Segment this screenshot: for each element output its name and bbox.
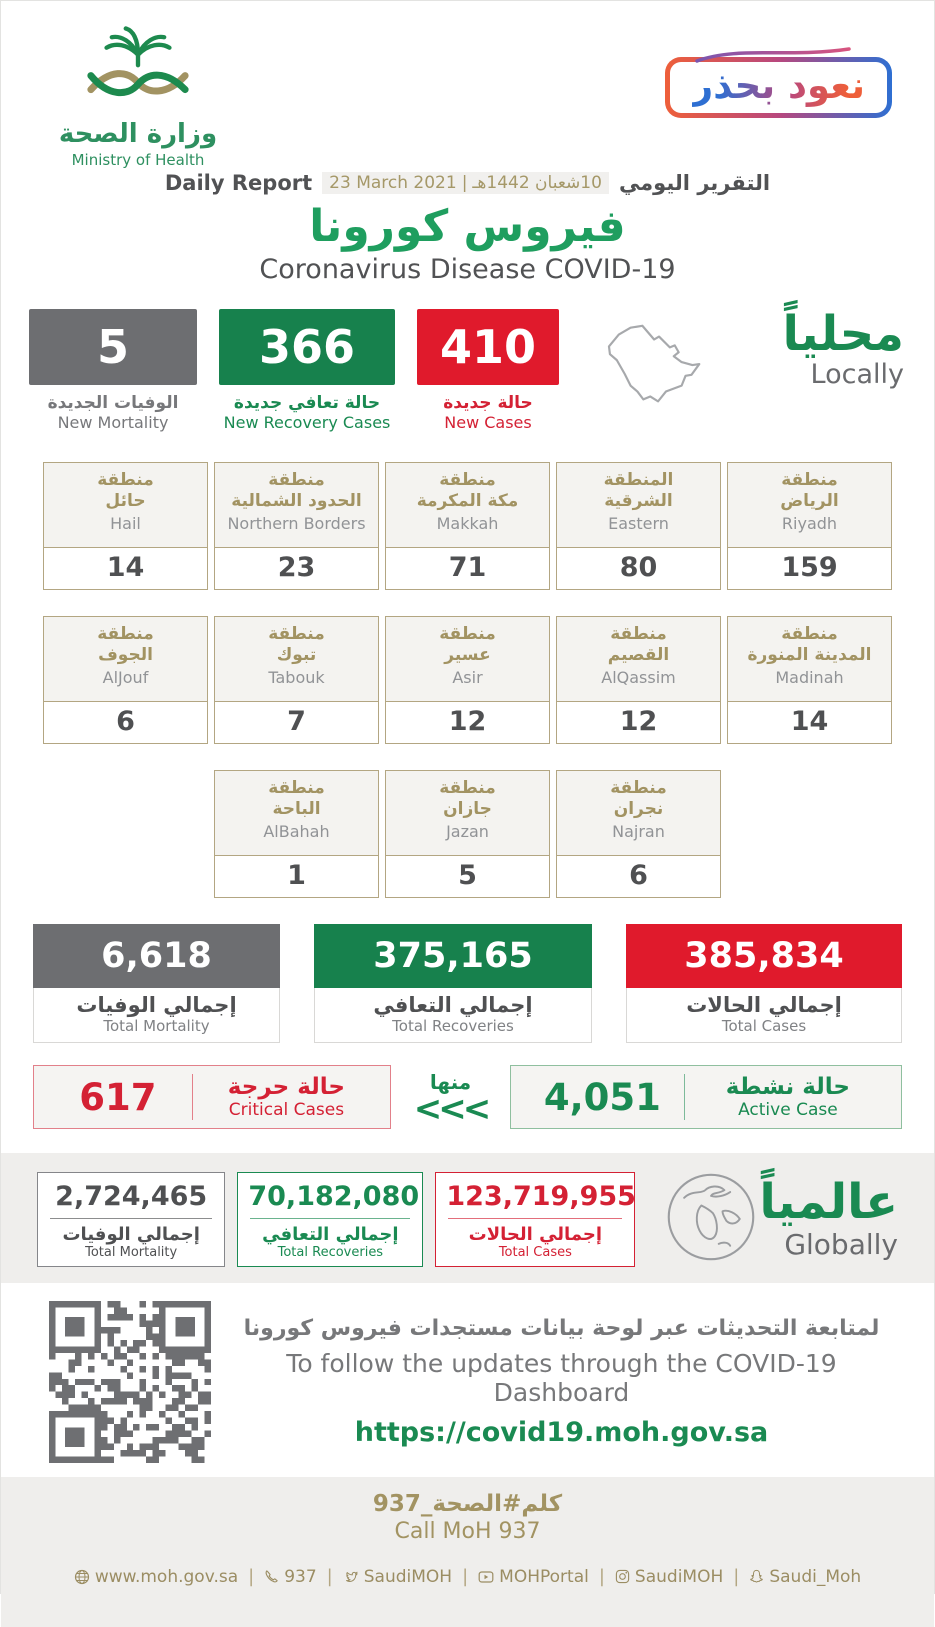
global-cases-label-ar: إجمالي الحالات	[468, 1223, 603, 1245]
global-cases-label-en: Total Cases	[498, 1244, 572, 1260]
divider	[448, 1218, 622, 1219]
footer-item-label: Saudi_Moh	[769, 1566, 862, 1587]
region-card-albahah	[214, 770, 379, 898]
new-cases-stat	[417, 309, 559, 432]
global-recoveries-value: 70,182,080	[248, 1180, 420, 1212]
locally-label-en: Locally	[810, 359, 904, 391]
chevron-left-icon: <<<	[413, 1088, 488, 1129]
new-recovery-label-en: New Recovery Cases	[223, 413, 391, 432]
region-en: Northern Borders	[227, 513, 366, 533]
region-ar2: الرياض	[780, 491, 839, 512]
region-en: Najran	[612, 821, 665, 841]
region-en: AlQassim	[601, 667, 676, 687]
dashboard-url-link[interactable]: https://covid19.moh.gov.sa	[354, 1417, 769, 1448]
region-value: 7	[215, 701, 378, 743]
global-mortality-box	[37, 1172, 225, 1267]
global-mortality-label-en: Total Mortality	[85, 1244, 178, 1260]
region-ar1: منطقة	[439, 470, 496, 490]
report-date	[322, 172, 609, 194]
daily-report-label-ar: التقرير اليومي	[618, 171, 771, 195]
globally-label	[759, 1174, 904, 1261]
footer-item-youtube[interactable]	[478, 1567, 589, 1587]
global-cases-value: 123,719,955	[446, 1180, 636, 1212]
divider	[192, 1074, 193, 1120]
locally-label	[737, 306, 912, 391]
total-cases-label-en: Total Cases	[721, 1017, 807, 1035]
region-card-northern-borders	[214, 462, 379, 590]
total-recoveries-label-en: Total Recoveries	[392, 1017, 514, 1035]
footer-item-phone[interactable]	[264, 1567, 316, 1587]
region-ar1: منطقة	[781, 470, 838, 490]
global-mortality-label-ar: إجمالي الوفيات	[62, 1223, 200, 1245]
of-which-label: منها	[429, 1069, 472, 1094]
date-hijri: 10شعبان 1442هـ	[472, 173, 602, 193]
regions-grid	[1, 462, 934, 898]
total-recoveries-card	[314, 924, 592, 1043]
footer-item-website[interactable]	[74, 1567, 238, 1587]
page-title-arabic: فيروس كورونا	[309, 201, 626, 252]
region-en: AlBahah	[263, 821, 330, 841]
region-card-jazan	[385, 770, 550, 898]
critical-cases-label-en: Critical Cases	[228, 1100, 345, 1120]
total-cases-card	[626, 924, 902, 1043]
region-en: Hail	[110, 513, 141, 533]
region-value: 6	[557, 855, 720, 897]
moh-logo-icon	[74, 25, 202, 121]
total-mortality-label-ar: إجمالي الوفيات	[76, 993, 237, 1017]
total-mortality-card	[33, 924, 280, 1043]
region-ar2: القصيم	[607, 645, 670, 666]
total-cases-value: 385,834	[626, 924, 902, 988]
global-mortality-value: 2,724,465	[55, 1180, 208, 1212]
region-ar2: جازان	[443, 799, 492, 820]
moh-logo	[53, 25, 223, 169]
footer-item-label: SaudiMOH	[634, 1566, 724, 1587]
region-card-aljouf	[43, 616, 208, 744]
region-value: 12	[386, 701, 549, 743]
critical-cases-box	[33, 1065, 391, 1129]
divider	[50, 1218, 212, 1219]
globally-section	[1, 1153, 934, 1283]
footer-separator: |	[248, 1566, 255, 1587]
return-with-caution-badge	[665, 57, 892, 118]
badge-label: نعود بحذر	[691, 64, 865, 107]
daily-report-page	[1, 1, 934, 1593]
call-band	[1, 1477, 934, 1627]
region-ar1: منطقة	[268, 624, 325, 644]
region-en: AlJouf	[102, 667, 149, 687]
critical-cases-value: 617	[79, 1075, 157, 1119]
region-card-najran	[556, 770, 721, 898]
region-ar1: المنطقة	[603, 470, 674, 490]
region-ar1: منطقة	[97, 470, 154, 490]
globally-label-ar: عالمياً	[759, 1174, 898, 1231]
total-mortality-label-en: Total Mortality	[103, 1017, 210, 1035]
locally-section	[1, 306, 934, 432]
locally-label-ar: محلياً	[782, 306, 904, 362]
youtube-icon	[478, 1570, 494, 1584]
footer-separator: |	[462, 1566, 469, 1587]
new-mortality-value: 5	[29, 309, 197, 385]
region-value: 14	[728, 701, 891, 743]
footer-item-label: www.moh.gov.sa	[94, 1566, 239, 1587]
saudi-map-icon	[595, 313, 727, 425]
divider	[250, 1218, 410, 1219]
region-ar1: منطقة	[610, 778, 667, 798]
header	[1, 1, 934, 169]
region-ar1: منطقة	[439, 778, 496, 798]
region-ar2: الحدود الشمالية	[231, 491, 362, 512]
region-ar1: منطقة	[610, 624, 667, 644]
region-ar2: عسير	[444, 645, 491, 666]
footer-item-label: SaudiMOH	[363, 1566, 453, 1587]
active-cases-value: 4,051	[543, 1075, 661, 1119]
region-card-hail	[43, 462, 208, 590]
region-ar1: منطقة	[97, 624, 154, 644]
region-en: Riyadh	[781, 513, 838, 533]
badge-swoosh-icon	[693, 44, 853, 64]
dashboard-section	[1, 1283, 934, 1463]
region-value: 80	[557, 547, 720, 589]
region-ar2: مكة المكرمة	[416, 491, 519, 512]
region-en: Makkah	[436, 513, 499, 533]
region-ar2: الشرقية	[604, 491, 673, 512]
call-hashtag-ar: كلم#الصحة_937	[372, 1491, 563, 1517]
of-which-indicator	[391, 1069, 510, 1129]
region-value: 6	[44, 701, 207, 743]
globe-icon	[663, 1169, 759, 1269]
footer-item-twitter[interactable]	[343, 1567, 452, 1587]
region-ar2: الباحة	[272, 799, 321, 820]
global-recoveries-label-ar: إجمالي التعافي	[262, 1223, 399, 1245]
region-ar1: منطقة	[781, 624, 838, 644]
region-card-tabouk	[214, 616, 379, 744]
region-card-madinah	[727, 616, 892, 744]
region-ar1: منطقة	[268, 470, 325, 490]
globally-label-en: Globally	[784, 1227, 898, 1261]
region-value: 5	[386, 855, 549, 897]
twitter-icon	[343, 1569, 359, 1584]
footer-social-row	[1, 1566, 934, 1587]
region-ar2: المدينة المنورة	[747, 645, 872, 666]
date-row	[1, 171, 934, 195]
critical-active-row	[1, 1065, 934, 1129]
divider	[684, 1074, 685, 1120]
dashboard-text	[211, 1316, 894, 1448]
footer-separator: |	[326, 1566, 333, 1587]
footer-separator: |	[733, 1566, 740, 1587]
region-value: 71	[386, 547, 549, 589]
region-ar1: منطقة	[268, 778, 325, 798]
region-en: Tabouk	[268, 667, 325, 687]
new-mortality-label-en: New Mortality	[57, 413, 169, 432]
new-cases-label-ar: حالة جديدة	[443, 393, 533, 413]
totals-row	[1, 924, 934, 1043]
region-card-asir	[385, 616, 550, 744]
region-ar2: الجوف	[98, 645, 153, 666]
active-cases-label-ar: حالة نشطة	[725, 1074, 850, 1100]
region-value: 23	[215, 547, 378, 589]
date-gregorian: 23 March 2021	[329, 173, 457, 193]
active-cases-label-en: Active Case	[738, 1100, 838, 1120]
region-card-makkah	[385, 462, 550, 590]
region-en: Asir	[452, 667, 483, 687]
dashboard-text-en: To follow the updates through the COVID-19 Dashboard	[286, 1349, 837, 1407]
global-recoveries-label-en: Total Recoveries	[277, 1244, 384, 1260]
footer-item-label: MOHPortal	[499, 1566, 589, 1587]
globe-icon	[74, 1569, 90, 1585]
footer-item-instagram[interactable]	[615, 1567, 723, 1587]
regions-row-3	[43, 770, 892, 898]
global-recoveries-box	[237, 1172, 423, 1267]
region-ar2: نجران	[613, 799, 664, 820]
footer-item-snapchat[interactable]	[749, 1567, 861, 1587]
total-cases-label-ar: إجمالي الحالات	[686, 993, 842, 1017]
region-value: 14	[44, 547, 207, 589]
phone-icon	[264, 1569, 279, 1584]
total-recoveries-value: 375,165	[314, 924, 592, 988]
page-title-english: Coronavirus Disease COVID-19	[259, 254, 676, 285]
global-cases-box	[435, 1172, 635, 1267]
call-moh-label: Call MoH 937	[394, 1519, 541, 1544]
total-mortality-value: 6,618	[33, 924, 280, 988]
region-en: Eastern	[608, 513, 669, 533]
region-card-riyadh	[727, 462, 892, 590]
active-cases-box	[510, 1065, 902, 1129]
new-cases-value: 410	[417, 309, 559, 385]
region-card-eastern	[556, 462, 721, 590]
region-en: Madinah	[775, 667, 844, 687]
region-card-alqassim	[556, 616, 721, 744]
new-mortality-stat	[29, 309, 197, 432]
region-value: 159	[728, 547, 891, 589]
ministry-name-english: Ministry of Health	[71, 151, 205, 169]
new-recovery-stat	[219, 309, 395, 432]
region-value: 12	[557, 701, 720, 743]
footer-separator: |	[598, 1566, 605, 1587]
snapchat-icon	[749, 1569, 764, 1584]
dashboard-text-ar: لمتابعة التحديثات عبر لوحة بيانات مستجدات فيروس كورونا	[243, 1316, 880, 1341]
regions-row-2	[43, 616, 892, 744]
ministry-name-arabic: وزارة الصحة	[58, 119, 218, 149]
daily-report-label-en: Daily Report	[164, 171, 313, 195]
region-en: Jazan	[446, 821, 489, 841]
new-recovery-value: 366	[219, 309, 395, 385]
critical-cases-label-ar: حالة حرجة	[227, 1074, 346, 1100]
region-value: 1	[215, 855, 378, 897]
new-mortality-label-ar: الوفيات الجديدة	[47, 393, 179, 413]
region-ar2: حائل	[105, 491, 146, 512]
new-cases-label-en: New Cases	[444, 413, 532, 432]
region-ar2: تبوك	[276, 645, 317, 666]
instagram-icon	[615, 1569, 630, 1584]
regions-row-1	[43, 462, 892, 590]
footer-item-label: 937	[284, 1566, 317, 1587]
date-separator: |	[461, 173, 468, 193]
total-recoveries-label-ar: إجمالي التعافي	[373, 993, 533, 1017]
new-recovery-label-ar: حالة تعافي جديدة	[233, 393, 381, 413]
region-ar1: منطقة	[439, 624, 496, 644]
qr-code	[49, 1301, 211, 1463]
